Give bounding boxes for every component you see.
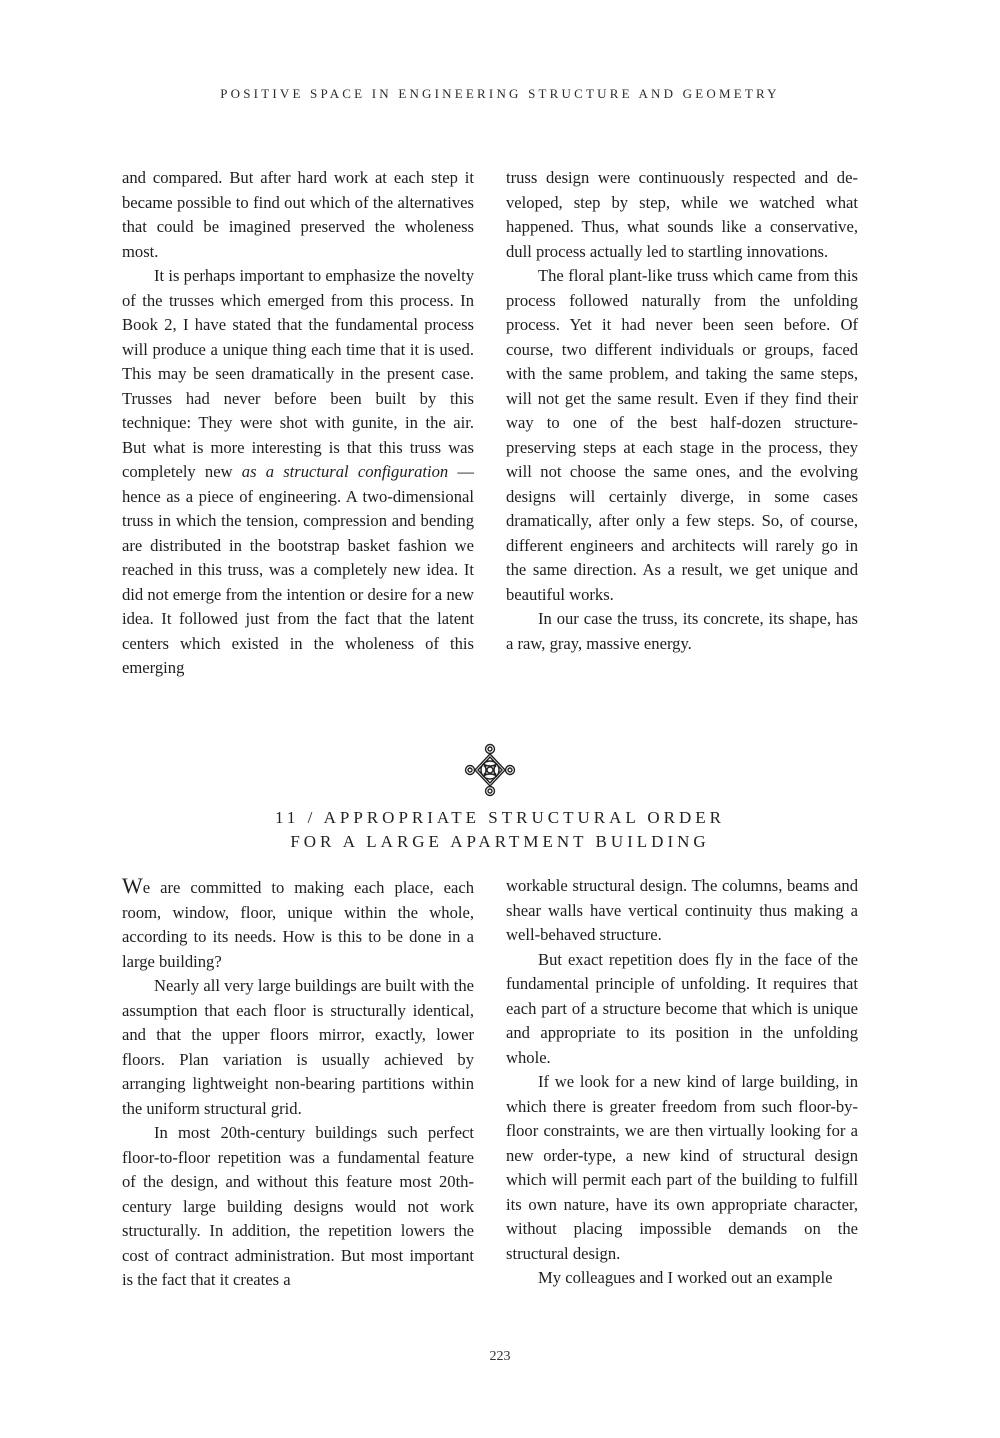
paragraph [122, 264, 474, 681]
section-title-line: FOR A LARGE APARTMENT BUILDING [290, 832, 710, 851]
paragraph: Nearly all very large buildings are built with the assumption that each floor is structurally identical, and that the upper floors mirror, exactly, lower floors. Plan variation is usually achieved by arranging lightweight non-bearing partitions within the uniform structural grid. [122, 976, 474, 1118]
paragraph: and compared. But after hard work at each step it became possible to find out which of the alternatives that could be imagined preserved the wholeness most. [122, 168, 474, 261]
paragraph-text: e are committed to making each place, each room, window, floor, unique within the whole, according to its needs. How is this to be done in a large building? [122, 878, 474, 971]
paragraph-text: It is perhaps important to emphasize the novelty of the trusses which emerged from this process. In Book 2, I have stated that the fundamental process will produce a unique thing each time that it is used. This may be seen dramatically in the present case. Trusses had never before been built by this technique: They were shot with gunite, in the air. But what is more interesting is that this truss was completely new [122, 266, 474, 481]
paragraph: truss design were continuously respected and developed, step by step, while we watched what happened. Thus, what sounds like a conservative, dull process actually led to startling innovations. [506, 168, 858, 261]
initial-capital: W [122, 873, 143, 898]
paragraph: If we look for a new kind of large building, in which there is greater freedom from such floor-by-floor constraints, we are then virtually looking for a new order-type, a new kind of structural design which will permit each part of the building to fulfill its own nature, have its own appropriate character, without placing impossible demands on the structural design. [506, 1072, 858, 1263]
bottom-right-column [506, 874, 858, 1291]
top-left-column [122, 166, 474, 681]
paragraph-text: — hence as a piece of engineering. A two-dimensional truss in which the tension, compression and bending are distributed in the bootstrap basket fashion we reached in this truss, was a completely new idea. It did not emerge from the intention or desire for a new idea. It followed just from the fact that the latent centers which existed in the wholeness of this emerging [122, 462, 474, 677]
paragraph [122, 874, 474, 974]
paragraph: In most 20th-century buildings such perfect floor-to-floor repetition was a fundamental feature of the design, and without this feature most 20th-century large building designs would not work structurally. In addition, the repetition lowers the cost of contract administration. But most important is the fact that it creates a [122, 1123, 474, 1289]
celtic-knot-ornament-icon [464, 742, 516, 798]
bottom-left-column [122, 874, 474, 1293]
section-title-line: 11 / APPROPRIATE STRUCTURAL ORDER [274, 808, 725, 827]
emphasis-text: as a structural configuration [241, 462, 449, 481]
top-right-column [506, 166, 858, 656]
paragraph: In our case the truss, its concrete, its shape, has a raw, gray, massive energy. [506, 609, 858, 653]
section-title [0, 806, 1000, 854]
paragraph: The floral plant-like truss which came from this process followed naturally from the unfolding process. Yet it had never been seen before. Of course, two different individuals or groups, faced with the same problem, and taking the same steps, will not get the same result. Even if they find their way to one of the best half-dozen structure-preserving steps at each stage in the process, they will not choose the same ones, and the evolving designs will certainly diverge, in some cases dramatically, after only a few steps. So, of course, different engineers and architects will rarely go in the same direction. As a result, we get unique and beautiful works. [506, 266, 858, 604]
page-number: 223 [489, 1349, 511, 1364]
paragraph: My colleagues and I worked out an example [538, 1268, 833, 1287]
running-head: POSITIVE SPACE IN ENGINEERING STRUCTURE AND GEOMETRY [220, 86, 780, 101]
paragraph: workable structural design. The columns, beams and shear walls have vertical continuity thus making a well-behaved structure. [506, 876, 858, 944]
paragraph: But exact repetition does fly in the face of the fundamental principle of unfolding. It requires that each part of a structure become that which is unique and appropriate to its position in the unfolding whole. [506, 949, 858, 1067]
